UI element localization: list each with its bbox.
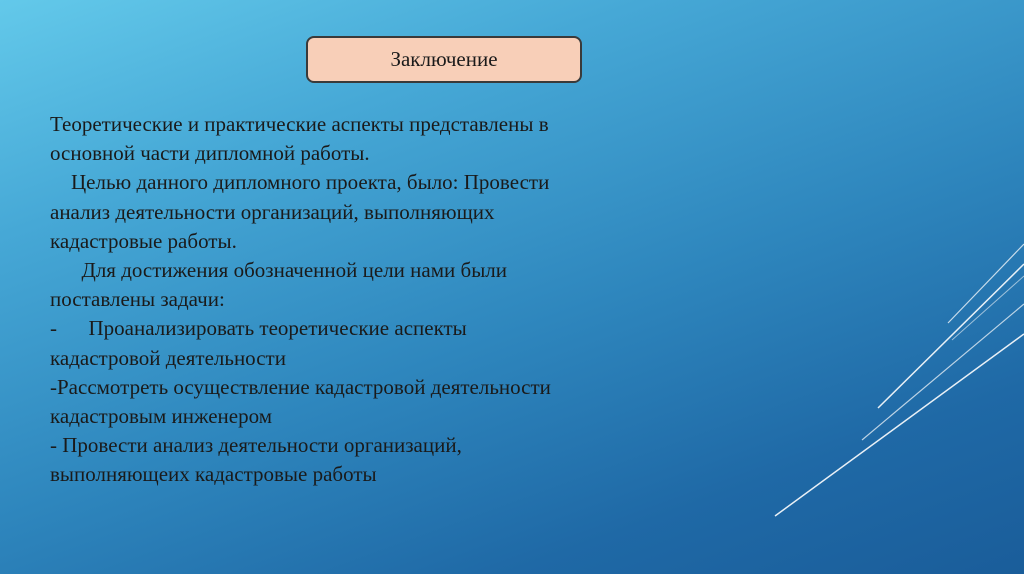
body-line: -Рассмотреть осуществление кадастровой деятельности: [50, 374, 551, 399]
body-line: - Провести анализ деятельности организаций,: [50, 433, 462, 458]
body-line: поставлены задачи:: [50, 287, 225, 312]
body-line: выполняющеих кадастровые работы: [50, 462, 377, 487]
body-line: Теоретические и практические аспекты представлены в: [50, 112, 549, 136]
body-line: Целью данного дипломного проекта, было: Провести: [50, 170, 550, 195]
body-line: кадастровой деятельности: [50, 345, 286, 370]
body-line: анализ деятельности организаций, выполняющих: [50, 199, 495, 224]
slide-body-text: [50, 110, 750, 490]
slide-title-box: [306, 36, 582, 83]
decor-line-4: [948, 244, 1024, 323]
body-line: Для достижения обозначенной цели нами были: [50, 258, 508, 283]
slide-title: Заключение: [390, 47, 498, 71]
body-line: основной части дипломной работы.: [50, 141, 370, 166]
body-line: кадастровые работы.: [50, 228, 237, 253]
body-line: кадастровым инженером: [50, 404, 273, 429]
decor-line-3: [862, 304, 1024, 440]
body-line: - Проанализировать теоретические аспекты: [50, 316, 467, 341]
decor-line-2: [878, 264, 1024, 408]
decor-line-1: [775, 334, 1024, 516]
